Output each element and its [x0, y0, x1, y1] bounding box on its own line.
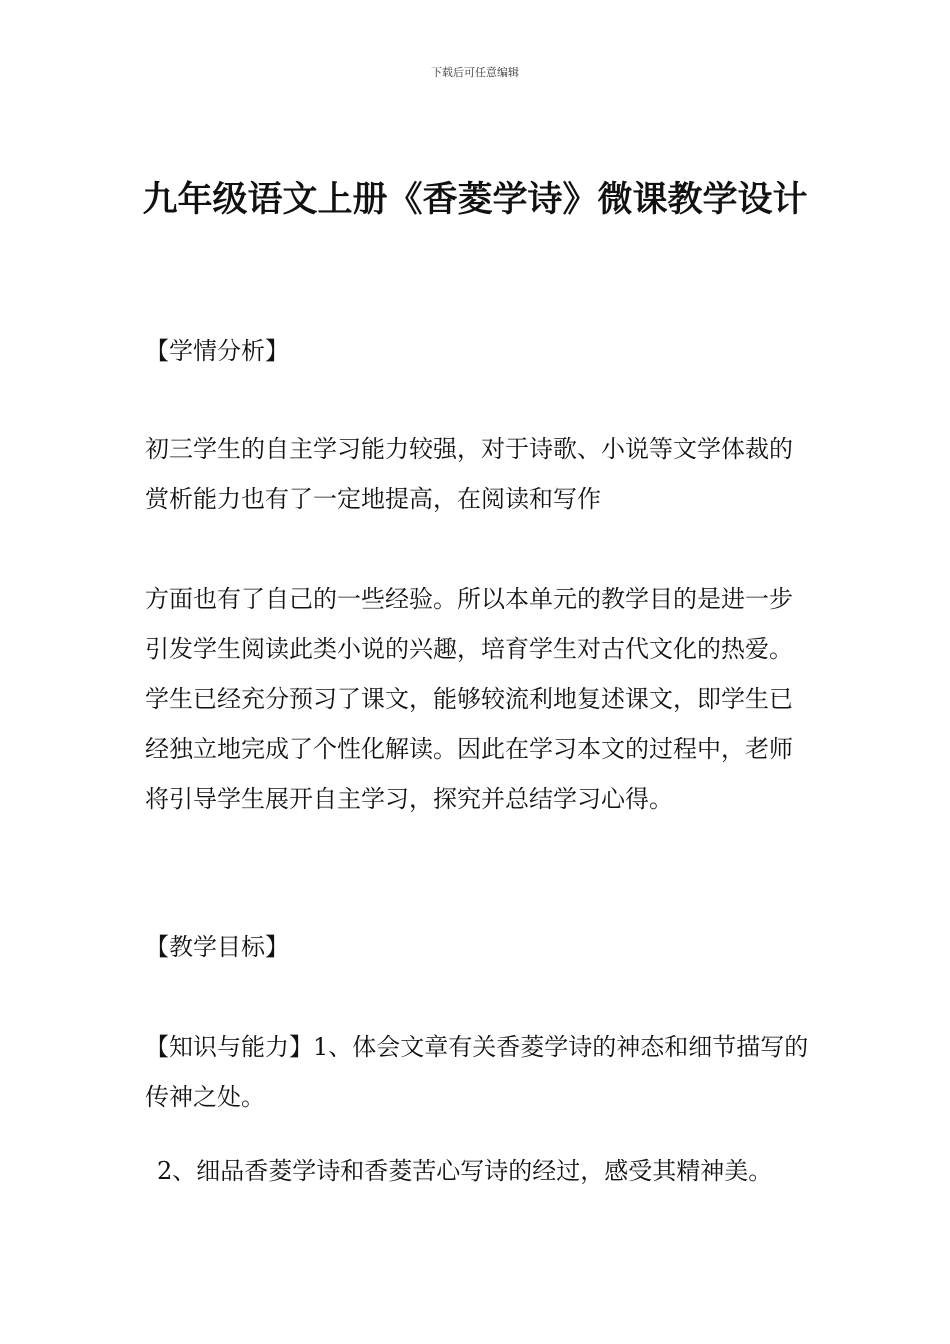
document-title: 九年级语文上册《香菱学诗》微课教学设计 — [142, 180, 808, 220]
paragraph-objective-1: 【知识与能力】1、体会文章有关香菱学诗的神态和细节描写的传神之处。 — [145, 1033, 809, 1111]
paragraph-learning-analysis-2: 方面也有了自己的一些经验。所以本单元的教学目的是进一步引发学生阅读此类小说的兴趣，培育学生对古代文化的热爱。学生已经充分预习了课文，能够较流利地复述课文，即学生已经独立地完成了个性化解读。因此在学习本文的过程中，老师将引导学生展开自主学习，探究并总结学习心得。 — [145, 585, 793, 813]
paragraph-learning-analysis-1: 初三学生的自主学习能力较强，对于诗歌、小说等文学体裁的赏析能力也有了一定地提高，在阅读和写作 — [145, 435, 793, 513]
paragraph-objective-2: 2、细品香菱学诗和香菱苦心写诗的经过，感受其精神美。 — [157, 1157, 773, 1185]
page-header-note: 下载后可任意编辑 — [431, 66, 519, 79]
section-heading-teaching-objectives: 【教学目标】 — [145, 933, 289, 961]
section-heading-learning-analysis: 【学情分析】 — [145, 337, 289, 365]
